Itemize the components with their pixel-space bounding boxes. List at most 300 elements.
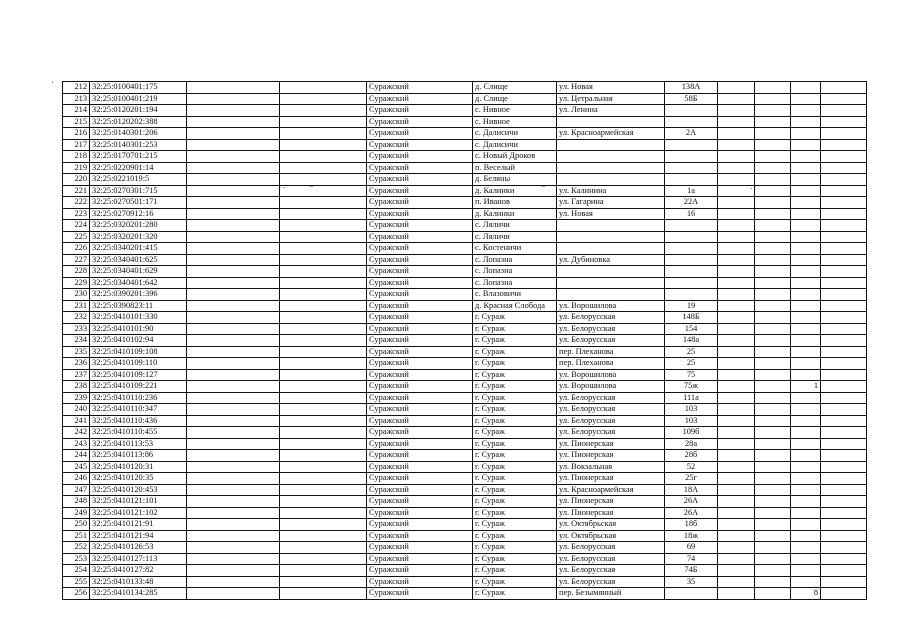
empty-cell bbox=[755, 208, 791, 220]
district-cell: Суражский bbox=[367, 392, 473, 404]
cadastral-number-cell: 32:25:0100401:219 bbox=[90, 93, 187, 105]
street-cell: пер. Плеханова bbox=[557, 346, 665, 358]
locality-cell: г. Сураж bbox=[473, 335, 557, 347]
empty-cell bbox=[718, 404, 755, 416]
row-number-cell: 241 bbox=[63, 415, 90, 427]
cadastral-number-cell: 32:25:0410113:53 bbox=[90, 438, 187, 450]
cadastral-number-cell: 32:25:0410121:91 bbox=[90, 519, 187, 531]
empty-cell bbox=[821, 415, 867, 427]
district-cell: Суражский bbox=[367, 220, 473, 232]
house-number-cell bbox=[665, 105, 718, 117]
empty-cell bbox=[718, 381, 755, 393]
table-row bbox=[63, 105, 867, 117]
street-cell: пер. Плеханова bbox=[557, 358, 665, 370]
empty-cell bbox=[280, 461, 367, 473]
district-cell: Суражский bbox=[367, 231, 473, 243]
empty-cell bbox=[187, 323, 280, 335]
cadastral-number-cell: 32:25:0140301:253 bbox=[90, 139, 187, 151]
street-cell: ул. Красноармейская bbox=[557, 484, 665, 496]
extra-value-cell bbox=[791, 346, 821, 358]
extra-value-cell bbox=[791, 82, 821, 94]
empty-cell bbox=[187, 346, 280, 358]
district-cell: Суражский bbox=[367, 530, 473, 542]
extra-value-cell bbox=[791, 553, 821, 565]
row-number-cell: 243 bbox=[63, 438, 90, 450]
empty-cell bbox=[821, 323, 867, 335]
empty-cell bbox=[755, 197, 791, 209]
empty-cell bbox=[755, 553, 791, 565]
empty-cell bbox=[187, 553, 280, 565]
row-number-cell: 248 bbox=[63, 496, 90, 508]
table-row bbox=[63, 116, 867, 128]
house-number-cell bbox=[665, 151, 718, 163]
empty-cell bbox=[755, 484, 791, 496]
house-number-cell: 75ж bbox=[665, 381, 718, 393]
empty-cell bbox=[755, 381, 791, 393]
street-cell: ул. Калинина bbox=[557, 185, 665, 197]
empty-cell bbox=[821, 542, 867, 554]
extra-value-cell bbox=[791, 358, 821, 370]
empty-cell bbox=[280, 231, 367, 243]
locality-cell: с. Костеничи bbox=[473, 243, 557, 255]
row-number-cell: 223 bbox=[63, 208, 90, 220]
row-number-cell: 234 bbox=[63, 335, 90, 347]
empty-cell bbox=[755, 576, 791, 588]
street-cell: ул. Белорусская bbox=[557, 553, 665, 565]
cadastral-number-cell: 32:25:0410110:436 bbox=[90, 415, 187, 427]
district-cell: Суражский bbox=[367, 185, 473, 197]
row-number-cell: 236 bbox=[63, 358, 90, 370]
row-number-cell: 235 bbox=[63, 346, 90, 358]
empty-cell bbox=[755, 323, 791, 335]
empty-cell bbox=[821, 346, 867, 358]
district-cell: Суражский bbox=[367, 427, 473, 439]
street-cell: пер. Безымянный bbox=[557, 588, 665, 600]
empty-cell bbox=[280, 427, 367, 439]
house-number-cell bbox=[665, 220, 718, 232]
district-cell: Суражский bbox=[367, 450, 473, 462]
locality-cell: г. Сураж bbox=[473, 415, 557, 427]
extra-value-cell bbox=[791, 576, 821, 588]
empty-cell bbox=[280, 519, 367, 531]
extra-value-cell bbox=[791, 450, 821, 462]
empty-cell bbox=[187, 461, 280, 473]
locality-cell: г. Сураж bbox=[473, 427, 557, 439]
empty-cell bbox=[187, 358, 280, 370]
table-row bbox=[63, 151, 867, 163]
street-cell: ул. Белорусская bbox=[557, 427, 665, 439]
district-cell: Суражский bbox=[367, 162, 473, 174]
street-cell: ул. Пионерская bbox=[557, 438, 665, 450]
table-row bbox=[63, 461, 867, 473]
cadastral-number-cell: 32:25:0120202:388 bbox=[90, 116, 187, 128]
street-cell bbox=[557, 139, 665, 151]
cadastral-number-cell: 32:25:0410109:110 bbox=[90, 358, 187, 370]
house-number-cell: 18ж bbox=[665, 530, 718, 542]
empty-cell bbox=[821, 162, 867, 174]
street-cell: ул. Белорусская bbox=[557, 542, 665, 554]
table-row bbox=[63, 93, 867, 105]
table-row bbox=[63, 254, 867, 266]
house-number-cell bbox=[665, 277, 718, 289]
cadastral-number-cell: 32:25:0320201:280 bbox=[90, 220, 187, 232]
empty-cell bbox=[821, 266, 867, 278]
district-cell: Суражский bbox=[367, 105, 473, 117]
district-cell: Суражский bbox=[367, 519, 473, 531]
row-number-cell: 226 bbox=[63, 243, 90, 255]
house-number-cell: 103 bbox=[665, 404, 718, 416]
locality-cell: д. Слище bbox=[473, 93, 557, 105]
empty-cell bbox=[280, 438, 367, 450]
cadastral-number-cell: 32:25:0270301:715 bbox=[90, 185, 187, 197]
empty-cell bbox=[755, 565, 791, 577]
table-row bbox=[63, 576, 867, 588]
empty-cell bbox=[718, 542, 755, 554]
empty-cell bbox=[755, 438, 791, 450]
empty-cell bbox=[718, 162, 755, 174]
house-number-cell: 109б bbox=[665, 427, 718, 439]
house-number-cell bbox=[665, 243, 718, 255]
district-cell: Суражский bbox=[367, 243, 473, 255]
table-row bbox=[63, 565, 867, 577]
registry-rows bbox=[63, 82, 867, 600]
empty-cell bbox=[755, 277, 791, 289]
house-number-cell bbox=[665, 254, 718, 266]
house-number-cell: 18А bbox=[665, 484, 718, 496]
empty-cell bbox=[718, 335, 755, 347]
row-number-cell: 246 bbox=[63, 473, 90, 485]
empty-cell bbox=[755, 404, 791, 416]
locality-cell: п. Иванов bbox=[473, 197, 557, 209]
house-number-cell bbox=[665, 266, 718, 278]
house-number-cell: 154 bbox=[665, 323, 718, 335]
empty-cell bbox=[280, 484, 367, 496]
empty-cell bbox=[187, 197, 280, 209]
empty-cell bbox=[718, 392, 755, 404]
district-cell: Суражский bbox=[367, 197, 473, 209]
table-row bbox=[63, 484, 867, 496]
district-cell: Суражский bbox=[367, 151, 473, 163]
row-number-cell: 237 bbox=[63, 369, 90, 381]
empty-cell bbox=[280, 208, 367, 220]
locality-cell: г. Сураж bbox=[473, 346, 557, 358]
extra-value-cell bbox=[791, 289, 821, 301]
cadastral-number-cell: 32:25:0410134:285 bbox=[90, 588, 187, 600]
district-cell: Суражский bbox=[367, 346, 473, 358]
empty-cell bbox=[821, 185, 867, 197]
empty-cell bbox=[755, 162, 791, 174]
district-cell: Суражский bbox=[367, 208, 473, 220]
extra-value-cell bbox=[791, 208, 821, 220]
locality-cell: с. Влазовичи bbox=[473, 289, 557, 301]
empty-cell bbox=[718, 289, 755, 301]
street-cell: ул. Пионерская bbox=[557, 507, 665, 519]
empty-cell bbox=[187, 335, 280, 347]
locality-cell: с. Ляличи bbox=[473, 220, 557, 232]
row-number-cell: 227 bbox=[63, 254, 90, 266]
empty-cell bbox=[187, 473, 280, 485]
empty-cell bbox=[280, 82, 367, 94]
cadastral-number-cell: 32:25:0100401:175 bbox=[90, 82, 187, 94]
empty-cell bbox=[718, 254, 755, 266]
empty-cell bbox=[755, 392, 791, 404]
empty-cell bbox=[187, 369, 280, 381]
empty-cell bbox=[280, 335, 367, 347]
empty-cell bbox=[755, 243, 791, 255]
empty-cell bbox=[718, 93, 755, 105]
table-row bbox=[63, 438, 867, 450]
table-row bbox=[63, 415, 867, 427]
extra-value-cell bbox=[791, 220, 821, 232]
empty-cell bbox=[821, 208, 867, 220]
empty-cell bbox=[718, 553, 755, 565]
street-cell bbox=[557, 174, 665, 186]
cadastral-number-cell: 32:25:0410121:94 bbox=[90, 530, 187, 542]
row-number-cell: 242 bbox=[63, 427, 90, 439]
empty-cell bbox=[821, 553, 867, 565]
district-cell: Суражский bbox=[367, 565, 473, 577]
house-number-cell: 16 bbox=[665, 208, 718, 220]
row-number-cell: 245 bbox=[63, 461, 90, 473]
district-cell: Суражский bbox=[367, 415, 473, 427]
extra-value-cell bbox=[791, 438, 821, 450]
extra-value-cell bbox=[791, 404, 821, 416]
house-number-cell bbox=[665, 174, 718, 186]
empty-cell bbox=[821, 427, 867, 439]
empty-cell bbox=[187, 484, 280, 496]
empty-cell bbox=[187, 139, 280, 151]
locality-cell: г. Сураж bbox=[473, 530, 557, 542]
empty-cell bbox=[187, 105, 280, 117]
empty-cell bbox=[755, 588, 791, 600]
empty-cell bbox=[280, 254, 367, 266]
locality-cell: г. Сураж bbox=[473, 507, 557, 519]
locality-cell: д. Слище bbox=[473, 82, 557, 94]
extra-value-cell bbox=[791, 300, 821, 312]
empty-cell bbox=[718, 208, 755, 220]
empty-cell bbox=[187, 128, 280, 140]
registry-sheet bbox=[62, 81, 867, 600]
district-cell: Суражский bbox=[367, 289, 473, 301]
house-number-cell: 58Б bbox=[665, 93, 718, 105]
empty-cell bbox=[718, 369, 755, 381]
empty-cell bbox=[755, 254, 791, 266]
empty-cell bbox=[187, 231, 280, 243]
street-cell: ул. Белорусская bbox=[557, 312, 665, 324]
empty-cell bbox=[187, 185, 280, 197]
street-cell: ул. Белорусская bbox=[557, 565, 665, 577]
empty-cell bbox=[821, 450, 867, 462]
cadastral-number-cell: 32:25:0390823:11 bbox=[90, 300, 187, 312]
house-number-cell: 25 bbox=[665, 346, 718, 358]
empty-cell bbox=[187, 116, 280, 128]
extra-value-cell bbox=[791, 231, 821, 243]
table-row bbox=[63, 197, 867, 209]
row-number-cell: 218 bbox=[63, 151, 90, 163]
empty-cell bbox=[280, 392, 367, 404]
locality-cell: г. Сураж bbox=[473, 473, 557, 485]
house-number-cell bbox=[665, 116, 718, 128]
empty-cell bbox=[755, 105, 791, 117]
row-number-cell: 216 bbox=[63, 128, 90, 140]
row-number-cell: 256 bbox=[63, 588, 90, 600]
street-cell: ул. Октябрьская bbox=[557, 530, 665, 542]
house-number-cell: 52 bbox=[665, 461, 718, 473]
street-cell: ул. Октябрьская bbox=[557, 519, 665, 531]
cadastral-number-cell: 32:25:0410102:94 bbox=[90, 335, 187, 347]
empty-cell bbox=[280, 450, 367, 462]
empty-cell bbox=[718, 231, 755, 243]
empty-cell bbox=[755, 358, 791, 370]
house-number-cell: 22А bbox=[665, 197, 718, 209]
locality-cell: г. Сураж bbox=[473, 484, 557, 496]
empty-cell bbox=[187, 151, 280, 163]
row-number-cell: 252 bbox=[63, 542, 90, 554]
row-number-cell: 247 bbox=[63, 484, 90, 496]
empty-cell bbox=[755, 450, 791, 462]
empty-cell bbox=[821, 174, 867, 186]
cadastral-number-cell: 32:25:0270501:171 bbox=[90, 197, 187, 209]
empty-cell bbox=[821, 220, 867, 232]
cadastral-number-cell: 32:25:0340201:415 bbox=[90, 243, 187, 255]
empty-cell bbox=[718, 496, 755, 508]
district-cell: Суражский bbox=[367, 266, 473, 278]
cadastral-number-cell: 32:25:0221019:5 bbox=[90, 174, 187, 186]
extra-value-cell bbox=[791, 323, 821, 335]
locality-cell: г. Сураж bbox=[473, 450, 557, 462]
street-cell: ул. Пионерская bbox=[557, 473, 665, 485]
street-cell bbox=[557, 220, 665, 232]
empty-cell bbox=[280, 128, 367, 140]
empty-cell bbox=[755, 139, 791, 151]
empty-cell bbox=[187, 289, 280, 301]
row-number-cell: 221 bbox=[63, 185, 90, 197]
empty-cell bbox=[821, 473, 867, 485]
table-row bbox=[63, 243, 867, 255]
scan-mark: . . bbox=[279, 181, 285, 190]
cadastral-number-cell: 32:25:0410101:90 bbox=[90, 323, 187, 335]
empty-cell bbox=[755, 335, 791, 347]
row-number-cell: 254 bbox=[63, 565, 90, 577]
extra-value-cell bbox=[791, 162, 821, 174]
empty-cell bbox=[821, 231, 867, 243]
extra-value-cell bbox=[791, 266, 821, 278]
empty-cell bbox=[755, 185, 791, 197]
empty-cell bbox=[718, 128, 755, 140]
empty-cell bbox=[821, 461, 867, 473]
cadastral-number-cell: 32:25:0170701:215 bbox=[90, 151, 187, 163]
district-cell: Суражский bbox=[367, 588, 473, 600]
empty-cell bbox=[280, 346, 367, 358]
empty-cell bbox=[280, 381, 367, 393]
locality-cell: с. Ляличи bbox=[473, 231, 557, 243]
empty-cell bbox=[821, 312, 867, 324]
empty-cell bbox=[755, 151, 791, 163]
empty-cell bbox=[755, 473, 791, 485]
street-cell: ул. Вокзальная bbox=[557, 461, 665, 473]
empty-cell bbox=[821, 438, 867, 450]
extra-value-cell bbox=[791, 530, 821, 542]
locality-cell: д. Беляны bbox=[473, 174, 557, 186]
extra-value-cell bbox=[791, 335, 821, 347]
district-cell: Суражский bbox=[367, 93, 473, 105]
street-cell: ул. Белорусская bbox=[557, 576, 665, 588]
table-row bbox=[63, 519, 867, 531]
street-cell: ул. Новая bbox=[557, 208, 665, 220]
empty-cell bbox=[821, 243, 867, 255]
empty-cell bbox=[187, 519, 280, 531]
street-cell: ул. Новая bbox=[557, 82, 665, 94]
house-number-cell: 138А bbox=[665, 82, 718, 94]
empty-cell bbox=[755, 128, 791, 140]
empty-cell bbox=[821, 197, 867, 209]
empty-cell bbox=[280, 220, 367, 232]
cadastral-number-cell: 32:25:0410133:48 bbox=[90, 576, 187, 588]
empty-cell bbox=[718, 507, 755, 519]
empty-cell bbox=[718, 197, 755, 209]
scan-mark: . · bbox=[750, 182, 757, 191]
street-cell bbox=[557, 277, 665, 289]
house-number-cell: 148а bbox=[665, 335, 718, 347]
empty-cell bbox=[280, 139, 367, 151]
locality-cell: с. Нивное bbox=[473, 116, 557, 128]
house-number-cell: 103 bbox=[665, 415, 718, 427]
house-number-cell: 25 bbox=[665, 358, 718, 370]
table-row bbox=[63, 323, 867, 335]
empty-cell bbox=[821, 116, 867, 128]
locality-cell: с. Лопазна bbox=[473, 266, 557, 278]
empty-cell bbox=[280, 507, 367, 519]
extra-value-cell bbox=[791, 496, 821, 508]
empty-cell bbox=[821, 300, 867, 312]
house-number-cell bbox=[665, 162, 718, 174]
table-row bbox=[63, 542, 867, 554]
locality-cell: г. Сураж bbox=[473, 358, 557, 370]
street-cell: ул. Цетральная bbox=[557, 93, 665, 105]
locality-cell: г. Сураж bbox=[473, 519, 557, 531]
district-cell: Суражский bbox=[367, 438, 473, 450]
table-row bbox=[63, 185, 867, 197]
empty-cell bbox=[280, 116, 367, 128]
cadastral-number-cell: 32:25:0410126:53 bbox=[90, 542, 187, 554]
empty-cell bbox=[718, 484, 755, 496]
empty-cell bbox=[755, 174, 791, 186]
house-number-cell: 148Б bbox=[665, 312, 718, 324]
row-number-cell: 222 bbox=[63, 197, 90, 209]
row-number-cell: 255 bbox=[63, 576, 90, 588]
street-cell bbox=[557, 151, 665, 163]
empty-cell bbox=[755, 266, 791, 278]
empty-cell bbox=[187, 300, 280, 312]
house-number-cell bbox=[665, 289, 718, 301]
street-cell: ул. Белорусская bbox=[557, 323, 665, 335]
empty-cell bbox=[280, 197, 367, 209]
district-cell: Суражский bbox=[367, 542, 473, 554]
row-number-cell: 250 bbox=[63, 519, 90, 531]
empty-cell bbox=[187, 220, 280, 232]
row-number-cell: 212 bbox=[63, 82, 90, 94]
table-row bbox=[63, 312, 867, 324]
street-cell bbox=[557, 266, 665, 278]
empty-cell bbox=[718, 438, 755, 450]
empty-cell bbox=[718, 151, 755, 163]
table-row bbox=[63, 231, 867, 243]
empty-cell bbox=[821, 335, 867, 347]
empty-cell bbox=[187, 266, 280, 278]
empty-cell bbox=[718, 312, 755, 324]
empty-cell bbox=[718, 358, 755, 370]
empty-cell bbox=[187, 162, 280, 174]
